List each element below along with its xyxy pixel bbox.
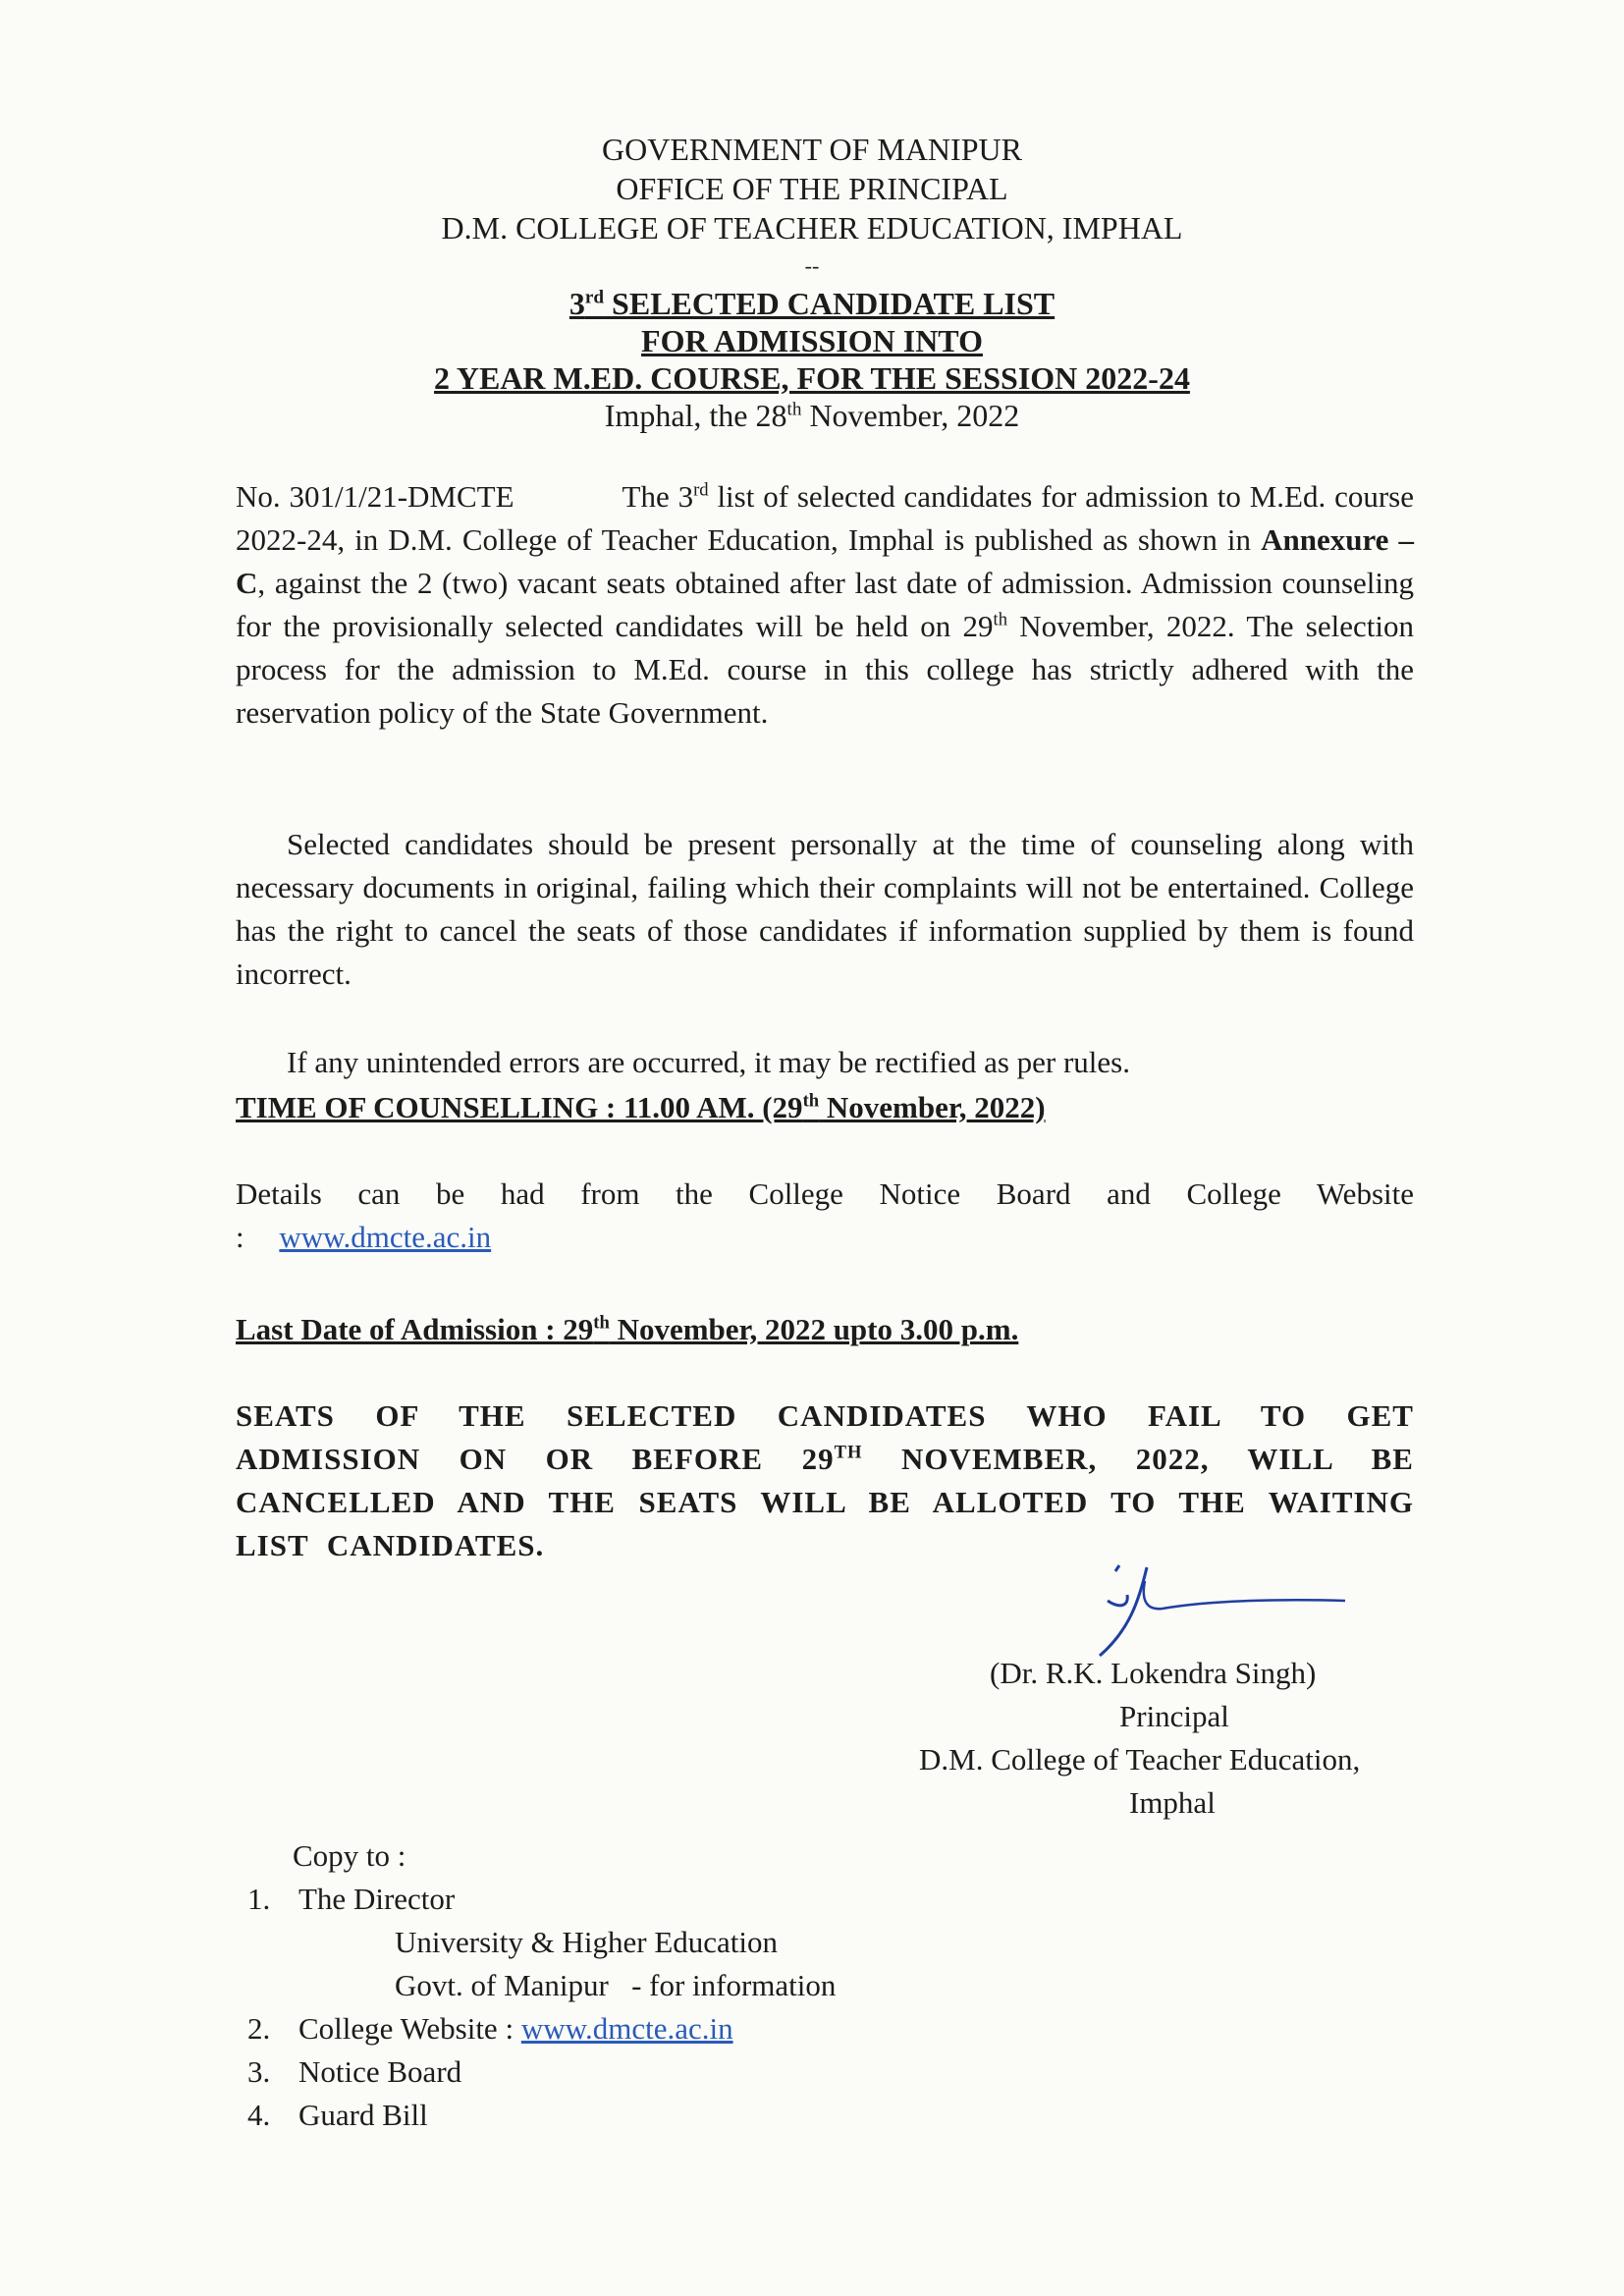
paragraph-errors: If any unintended errors are occurred, it may be rectified as per rules.	[287, 1045, 1130, 1079]
seat-cancellation-warning: SEATS OF THE SELECTED CANDIDATES WHO FAIL TO GET ADMISSION ON OR BEFORE 29TH NOVEMBER, 2022, WILL BE CANCELLED AND THE SEATS WILL BE ALLOTED TO THE WAITING LIST CANDIDATES.	[236, 1398, 1414, 1562]
list-item: 1. The Director	[247, 1882, 456, 1916]
notice-title-line3: 2 YEAR M.ED. COURSE, FOR THE SESSION 2022-24	[434, 360, 1190, 396]
copy-to-heading: Copy to :	[293, 1838, 406, 1873]
details-paragraph: Details can be had from the College Notice Board and College Website : www.dmcte.ac.in	[236, 1176, 1414, 1254]
notice-title-line2: FOR ADMISSION INTO	[641, 323, 983, 358]
dateline: Imphal, the 28th November, 2022	[604, 398, 1020, 433]
signatory-designation: Principal	[1119, 1699, 1229, 1733]
signatory-place: Imphal	[1129, 1785, 1216, 1820]
list-item: 2. College Website : www.dmcte.ac.in	[247, 2007, 836, 2050]
signature-icon	[982, 1561, 1375, 1660]
signatory-name: (Dr. R.K. Lokendra Singh)	[990, 1656, 1317, 1690]
signature-block	[884, 1652, 1434, 1825]
list-item: 4. Guard Bill	[247, 2098, 428, 2132]
copy-website-link[interactable]: www.dmcte.ac.in	[520, 2011, 733, 2046]
copy-to-section	[247, 1834, 836, 2137]
office-line: OFFICE OF THE PRINCIPAL	[616, 171, 1008, 206]
paragraph-main: No. 301/1/21-DMCTE The 3rd list of selected candidates for admission to M.Ed. course 2022-24, in D.M. College of Teacher Education, Imphal is published as shown in Annexure – C, against the 2 (two) vacant seats obtained after last date of admission. Admission counseling for the provisionally selected candidates will be held on 29th November, 2022. The selection process for the admission to M.Ed. course in this college has strictly adhered with the reservation policy of the State Government.	[236, 479, 1414, 730]
paragraph-requirements: Selected candidates should be present personally at the time of counseling along with necessary documents in original, failing which their complaints will not be entertained. College has the right to cancel the seats of those candidates if information supplied by them is found incorrect.	[236, 827, 1414, 991]
govt-line: GOVERNMENT OF MANIPUR	[602, 132, 1022, 167]
signatory-institution: D.M. College of Teacher Education,	[919, 1742, 1361, 1777]
college-line: D.M. COLLEGE OF TEACHER EDUCATION, IMPHAL	[441, 210, 1183, 246]
last-date-admission: Last Date of Admission : 29th November, 2022 upto 3.00 p.m.	[236, 1312, 1019, 1346]
annexure-label: Annexure – C	[236, 522, 1414, 600]
reference-number: No. 301/1/21-DMCTE	[236, 479, 514, 514]
college-website-link[interactable]: www.dmcte.ac.in	[279, 1220, 492, 1254]
copy-sub-line-2: Govt. of Manipur - for information	[395, 1968, 837, 2002]
copy-sub-line-1: University & Higher Education	[395, 1925, 778, 1959]
list-item: 3. Notice Board	[247, 2054, 462, 2089]
letterhead	[0, 130, 1624, 434]
separator: --	[804, 253, 820, 278]
counselling-time: TIME OF COUNSELLING : 11.00 AM. (29th November, 2022)	[236, 1090, 1046, 1124]
notice-title-line1: 3rd SELECTED CANDIDATE LIST	[568, 286, 1056, 321]
